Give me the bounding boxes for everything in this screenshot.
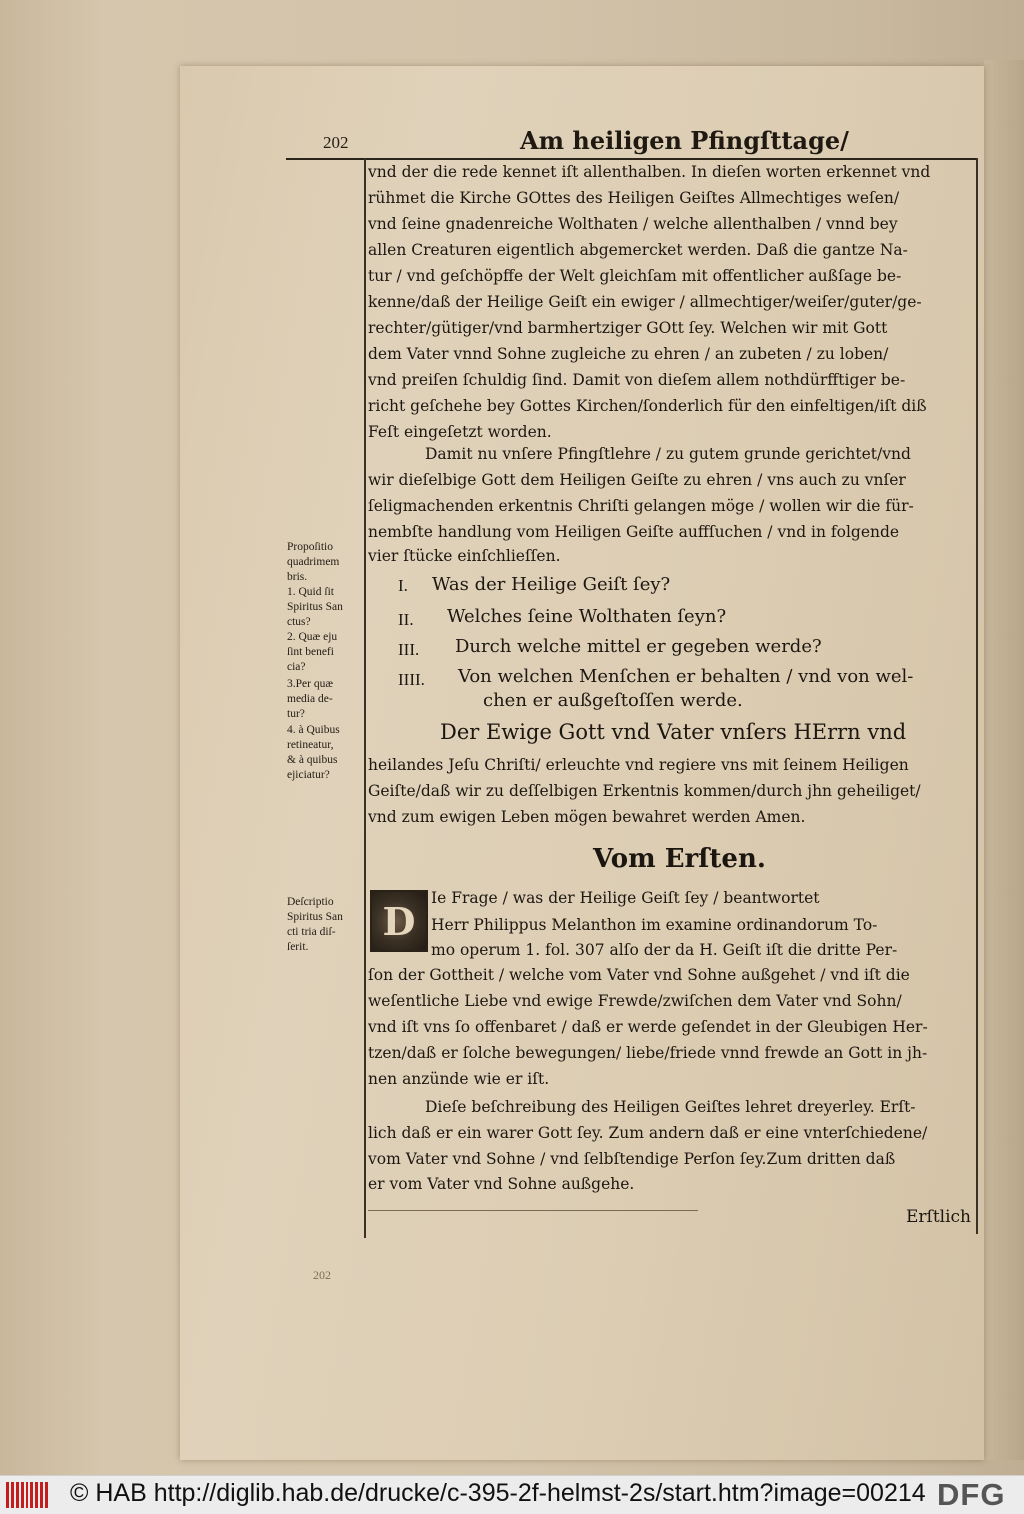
margin-line: Spiritus San bbox=[287, 601, 343, 613]
source-url[interactable]: © HAB http://diglib.hab.de/drucke/c-395-2f-helmst-2s/start.htm?image=00214 bbox=[70, 1479, 926, 1507]
text-line: Herr Philippus Melanthon im examine ordinandorum To- bbox=[431, 916, 878, 934]
right-border-rule bbox=[976, 158, 978, 1234]
text-line: ſon der Gottheit / welche vom Vater vnd Sohne außgehet / vnd iſt die bbox=[368, 966, 910, 984]
text-line: vnd preiſen ſchuldig ſind. Damit von dieſem allem nothdürfftiger be- bbox=[368, 371, 906, 389]
text-line: Ie Frage / was der Heilige Geiſt ſey / beantwortet bbox=[431, 889, 820, 907]
enum-number: II. bbox=[398, 610, 414, 629]
text-line: Dieſe beſchreibung des Heiligen Geiſtes lehret dreyerley. Erſt- bbox=[425, 1098, 916, 1116]
text-line: er vom Vater vnd Sohne außgehe. bbox=[368, 1175, 635, 1193]
enum-item: Von welchen Menſchen er behalten / vnd von wel- bbox=[458, 666, 914, 687]
hab-logo-icon bbox=[6, 1482, 48, 1508]
enum-number: III. bbox=[398, 640, 420, 659]
adjacent-page-edge bbox=[984, 60, 1024, 1460]
margin-line: quadrimem bbox=[287, 556, 340, 568]
margin-line: Propoſitio bbox=[287, 541, 334, 553]
margin-line: ſint benefi bbox=[287, 646, 334, 658]
margin-line: ſerit. bbox=[287, 941, 309, 953]
enum-number: I. bbox=[398, 576, 408, 595]
text-line: Geiſte/daß wir zu deſſelbigen Erkentnis kommen/durch jhn geheiliget/ bbox=[368, 782, 921, 800]
text-line: rechter/gütiger/vnd barmhertziger GOtt ſey. Welchen wir mit Gott bbox=[368, 319, 888, 337]
catchword: Erſtlich bbox=[906, 1207, 972, 1227]
section-heading: Vom Erſten. bbox=[593, 844, 766, 874]
margin-line: bris. bbox=[287, 571, 308, 583]
margin-line: ctus? bbox=[287, 616, 311, 628]
margin-line: ejiciatur? bbox=[287, 769, 330, 781]
text-line: nen anzünde wie er iſt. bbox=[368, 1070, 550, 1088]
text-line: kenne/daß der Heilige Geiſt ein ewiger / allmechtiger/weiſer/guter/ge- bbox=[368, 293, 922, 311]
text-line: wir dieſelbige Gott dem Heiligen Geiſte zu ehren / vns auch zu vnſer bbox=[368, 471, 906, 489]
margin-line: cti tria diſ- bbox=[287, 926, 336, 938]
margin-line: tur? bbox=[287, 708, 305, 720]
text-line: lich daß er ein warer Gott ſey. Zum andern daß er eine vnterſchiedene/ bbox=[368, 1124, 928, 1142]
text-line: vnd der die rede kennet iſt allenthalben. In dieſen worten erkennet vnd bbox=[368, 163, 931, 181]
margin-line: cia? bbox=[287, 661, 306, 673]
text-line: tur / vnd geſchöpffe der Welt gleichſam mit offentlicher außſage be- bbox=[368, 267, 902, 285]
text-line: richt geſchehe bey Gottes Kirchen/ſonderlich für den einfeltigen/iſt diß bbox=[368, 397, 927, 415]
text-line: vnd zum ewigen Leben mögen bewahret werden Amen. bbox=[368, 808, 806, 826]
text-line: allen Creaturen eigentlich abgemercket werden. Daß die gantze Na- bbox=[368, 241, 908, 259]
text-line: dem Vater vnnd Sohne zugleiche zu ehren / an zubeten / zu loben/ bbox=[368, 345, 889, 363]
text-line: vom Vater vnd Sohne / vnd ſelbſtendige Perſon ſey.Zum dritten daß bbox=[368, 1150, 896, 1168]
margin-line: 4. à Quibus bbox=[287, 724, 340, 736]
bottom-rule bbox=[368, 1210, 698, 1211]
margin-line: Deſcriptio bbox=[287, 896, 334, 908]
margin-line: 3.Per quæ bbox=[287, 678, 333, 690]
text-line: ſeligmachenden erkentnis Chriſti gelangen möge / wollen wir die für- bbox=[368, 497, 914, 515]
text-line: nembſte handlung vom Heiligen Geiſte auffſuchen / vnd in folgende bbox=[368, 523, 900, 541]
text-line: vnd iſt vns ſo offenbaret / daß er werde geſendet in der Gleubigen Her- bbox=[368, 1018, 928, 1036]
dropcap-letter: D bbox=[382, 898, 416, 944]
text-line: Damit nu vnſere Pfingſtlehre / zu gutem grunde gerichtet/vnd bbox=[425, 445, 911, 463]
margin-line: retineatur, bbox=[287, 739, 334, 751]
margin-line: Spiritus San bbox=[287, 911, 343, 923]
text-line: Feſt eingeſetzt worden. bbox=[368, 423, 552, 441]
running-title: Am heiligen Pfingſttage/ bbox=[520, 126, 849, 155]
footer-bar bbox=[0, 1475, 1024, 1514]
text-line: rühmet die Kirche GOttes des Heiligen Geiſtes Allmechtiges weſen/ bbox=[368, 189, 900, 207]
dfg-logo: DFG bbox=[937, 1477, 1006, 1512]
margin-line: media de- bbox=[287, 693, 333, 705]
page-number: 202 bbox=[323, 133, 349, 152]
text-line: mo operum 1. fol. 307 alſo der da H. Geiſt iſt die dritte Per- bbox=[431, 941, 898, 959]
text-line: vnd ſeine gnadenreiche Wolthaten / welche allenthalben / vnnd bey bbox=[368, 215, 898, 233]
text-line: vier ſtücke einſchlieſſen. bbox=[368, 547, 561, 565]
margin-line: 2. Quæ eju bbox=[287, 631, 338, 643]
bleed-through-number: 202 bbox=[313, 1268, 331, 1282]
decorated-initial bbox=[370, 890, 428, 952]
enum-item: Welches ſeine Wolthaten ſeyn? bbox=[447, 606, 727, 627]
margin-line: 1. Quid ſit bbox=[287, 586, 334, 598]
margin-line: & à quibus bbox=[287, 754, 338, 766]
enum-item: Durch welche mittel er gegeben werde? bbox=[455, 636, 822, 657]
text-line: tzen/daß er ſolche bewegungen/ liebe/friede vnnd frewde an Gott in jh- bbox=[368, 1044, 928, 1062]
enum-item: chen er außgeſtoſſen werde. bbox=[483, 690, 743, 711]
enum-item: Was der Heilige Geiſt ſey? bbox=[432, 574, 671, 595]
text-line: heilandes Jeſu Chriſti/ erleuchte vnd regiere vns mit ſeinem Heiligen bbox=[368, 756, 909, 774]
prayer-first-line: Der Ewige Gott vnd Vater vnſers HErrn vnd bbox=[440, 720, 907, 744]
text-line: weſentliche Liebe vnd ewige Frewde/zwiſchen dem Vater vnd Sohn/ bbox=[368, 992, 902, 1010]
enum-number: IIII. bbox=[398, 670, 425, 689]
